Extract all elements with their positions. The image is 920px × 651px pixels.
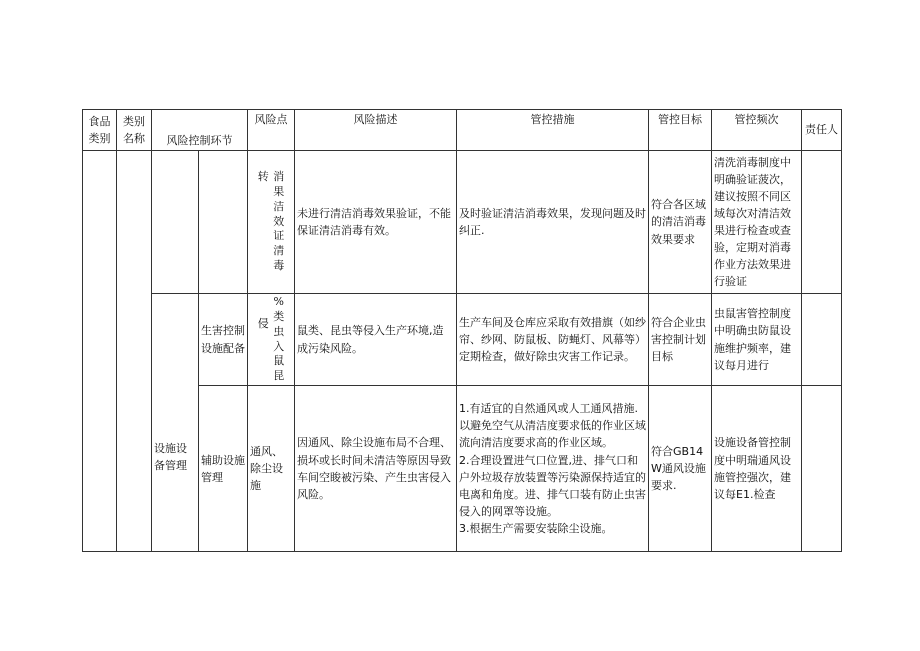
header-row <box>83 110 842 151</box>
target-cell: 符合各区域的清洁消毒效果要求 <box>649 151 712 294</box>
control-link-cell <box>152 151 199 294</box>
target-cell: 符合GB14W通风设施要求. <box>649 386 712 552</box>
risk-desc-cell: 鼠类、昆虫等侵入生产环境,造成污染风险。 <box>295 294 457 386</box>
header-risk-point: 风险点 <box>248 110 295 151</box>
risk-point-cell <box>248 151 295 294</box>
frequency-cell: 设施设备管控制度中明瑞通风设施管控强次，建议每E1.检查 <box>712 386 802 552</box>
header-owner: 责任人 <box>802 110 842 151</box>
header-food-category: 食品类别 <box>83 110 117 151</box>
owner-cell <box>802 294 842 386</box>
measures-cell <box>457 386 649 552</box>
group-link-cell: 设施设备管理 <box>152 294 199 552</box>
risk-control-table <box>82 109 842 552</box>
frequency-cell: 清洗消毒制度中明确验证菠次，建议按照不同区域每次对清洁效果进行检查或查验，定期对消毒作业方法效果进行验证 <box>712 151 802 294</box>
risk-point-fragment: 转 <box>257 170 269 184</box>
table-row <box>83 294 842 386</box>
measure-item: 1.有适宜的自然通风或人工通风措施.以避免空气从清洁度要求低的作业区域流向清洁度要求高的作业区域。 <box>459 402 646 450</box>
header-target: 管控目标 <box>649 110 712 151</box>
header-risk-desc: 风险描述 <box>295 110 457 151</box>
risk-point-text: 消果洁效证清毒 <box>273 170 285 273</box>
risk-point-cell: 通风、除尘设施 <box>248 386 295 552</box>
category-name-cell <box>117 151 152 552</box>
food-category-cell <box>83 151 117 552</box>
measure-item: 3.根据生产需要安装除尘设施。 <box>459 521 613 535</box>
risk-desc-cell: 未进行清洁消毒效果验证，不能保证清洁消毒有效。 <box>295 151 457 294</box>
risk-desc-cell: 因通风、除尘设施布局不合理、损坏或长时间未清洁等原因导致车间空睃被污染、产生虫害侵入风险。 <box>295 386 457 552</box>
risk-point-fragment: 侵 <box>257 317 269 330</box>
measures-cell: 及时验证清洁消毒效果，发现问题及时纠正. <box>457 151 649 294</box>
header-control-link: 风险控制环节 <box>152 110 248 151</box>
owner-cell <box>802 151 842 294</box>
frequency-cell: 虫鼠害管控制度中明确虫防鼠设施维护频率，建议每月进行 <box>712 294 802 386</box>
header-measures: 管控措施 <box>457 110 649 151</box>
sub-link-cell: 辅助设施管理 <box>199 386 248 552</box>
table-row <box>83 151 842 294</box>
sub-link-cell: 生害控制设施配备 <box>199 294 248 386</box>
risk-point-text: %类虫入鼠昆 <box>273 295 285 383</box>
risk-point-cell <box>248 294 295 386</box>
target-cell: 符合企业虫害控制计划目标 <box>649 294 712 386</box>
sub-link-cell <box>199 151 248 294</box>
measure-item: 2.合理设置进气口位置,进、排气口和户外垃圾存放装置等污染源保持适宜的电离和角度。进、排气口装有防止虫害侵入的网罩等设施。 <box>459 453 646 518</box>
measures-cell: 生产车间及仓库应采取有效措旗（如纱帘、纱网、防鼠板、防蝇灯、风幕等）定期检查，做好除虫灾害工作记录。 <box>457 294 649 386</box>
header-category-name: 类别名称 <box>117 110 152 151</box>
owner-cell <box>802 386 842 552</box>
header-frequency: 管控频次 <box>712 110 802 151</box>
